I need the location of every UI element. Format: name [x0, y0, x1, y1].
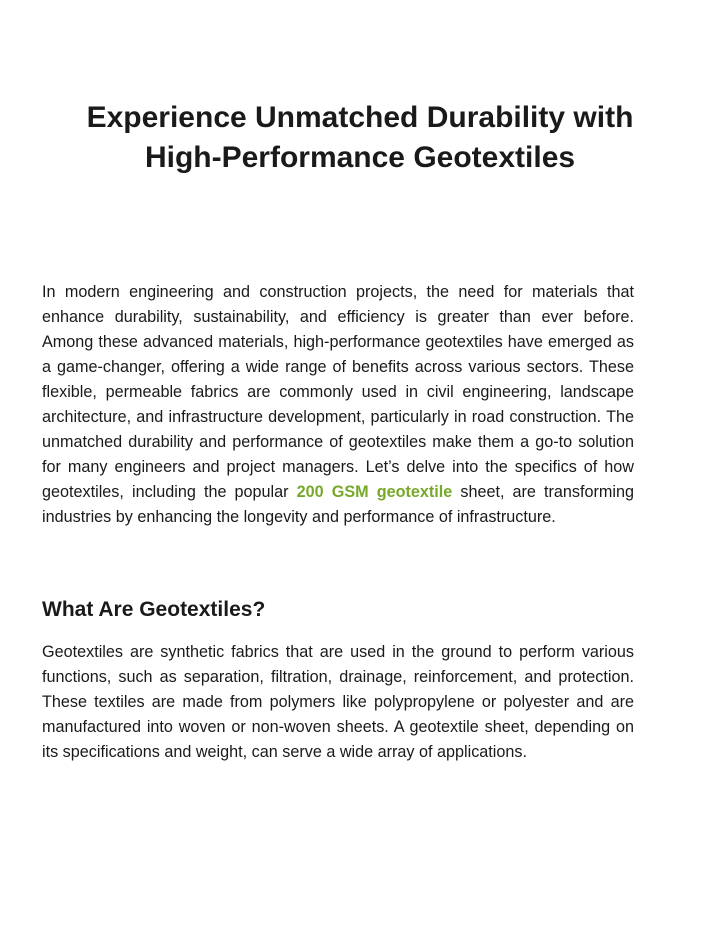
intro-paragraph — [42, 280, 634, 530]
page-title — [40, 98, 680, 178]
geotextile-link[interactable]: 200 GSM geotextile — [296, 483, 453, 501]
section-heading: What Are Geotextiles? — [42, 598, 266, 621]
section-paragraph: Geotextiles are synthetic fabrics that are used in the ground to perform various functions, such as separation, filtration, drainage, reinforcement, and protection. These textiles are made from polymers like polypropylene or polyester and are manufactured into woven or non-woven sheets. A geotextile sheet, depending on its specifications and weight, can serve a wide array of applications. — [42, 643, 634, 761]
title-line-1: Experience Unmatched Durability with — [86, 101, 634, 134]
intro-text-before-link: In modern engineering and construction projects, the need for materials that enhance durability, sustainability, and efficiency is greater than ever before. Among these advanced materials, high-performance geotextiles have emerged as a game-changer, offering a wide range of benefits across various sectors. These flexible, permeable fabrics are commonly used in civil engineering, landscape architecture, and infrastructure development, particularly in road construction. The unmatched durability and performance of geotextiles make them a go-to solution for many engineers and project managers. Let’s delve into the specifics of how geotextiles, including the popular — [42, 283, 634, 501]
intro-text-after-link: sheet, are transforming industries by enhancing the longevity and performance of infrastructure. — [42, 483, 634, 526]
title-line-2: High-Performance Geotextiles — [144, 141, 576, 174]
